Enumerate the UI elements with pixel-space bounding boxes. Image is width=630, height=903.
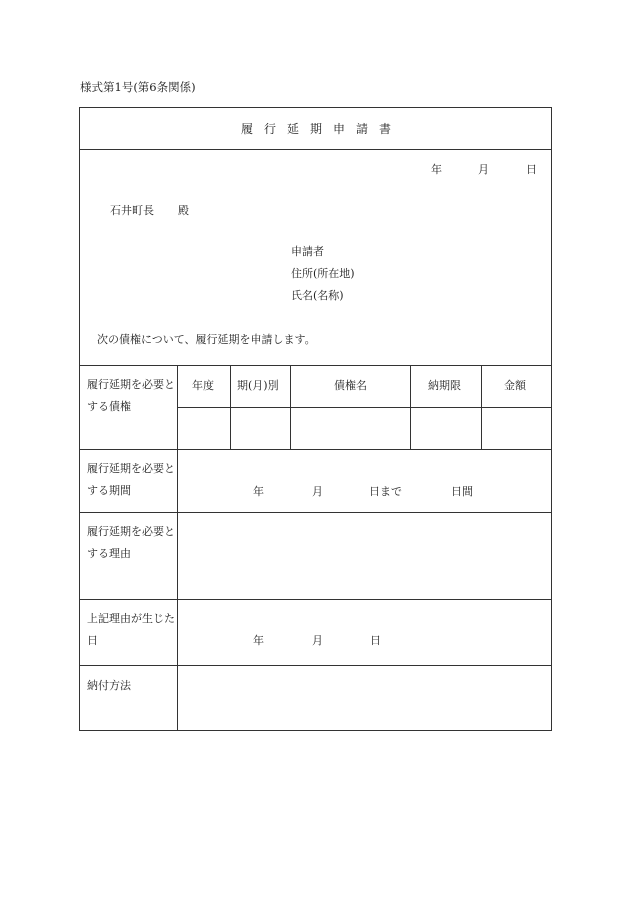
reason-field[interactable] (179, 514, 549, 597)
form-number: 様式第1号(第6条関係) (80, 80, 196, 94)
claim-header-divider (177, 407, 551, 408)
occurrence-year[interactable]: 年 (253, 634, 264, 647)
claim-divider (80, 449, 551, 450)
claim-header-fiscal-year: 年度 (192, 379, 214, 392)
occurrence-day[interactable]: 日 (370, 634, 381, 647)
occurrence-section-label: 上記理由が生じた日 (87, 612, 175, 647)
period-section-label: 履行延期を必要とする期間 (87, 462, 175, 497)
date-day[interactable]: 日 (526, 163, 537, 176)
applicant-label: 申請者 (291, 245, 324, 258)
application-statement: 次の債権について、履行延期を申請します。 (97, 333, 316, 346)
form-title: 履行延期申請書 (241, 122, 403, 136)
addressee-honorific: 殿 (178, 204, 189, 217)
claim-name-field[interactable] (292, 409, 409, 447)
period-days[interactable]: 日間 (451, 485, 473, 498)
claim-amount-field[interactable] (483, 409, 550, 447)
applicant-address-field[interactable]: 住所(所在地) (291, 267, 355, 280)
claim-header-due-date: 納期限 (428, 379, 461, 392)
claim-col-divider (230, 365, 231, 449)
period-year[interactable]: 年 (253, 485, 264, 498)
application-form (79, 107, 552, 731)
reason-section-label: 履行延期を必要とする理由 (87, 525, 175, 560)
occurrence-month[interactable]: 月 (312, 634, 323, 647)
applicant-name-field[interactable]: 氏名(名称) (291, 289, 344, 302)
date-month[interactable]: 月 (478, 163, 489, 176)
reason-divider (80, 599, 551, 600)
claim-header-claim-name: 債権名 (334, 379, 367, 392)
period-until[interactable]: 日まで (369, 485, 402, 498)
period-month[interactable]: 月 (312, 485, 323, 498)
occurrence-divider (80, 665, 551, 666)
claim-col-divider (290, 365, 291, 449)
claim-due-date-field[interactable] (412, 409, 480, 447)
claim-header-period: 期(月)別 (237, 379, 279, 392)
claim-header-amount: 金額 (504, 379, 526, 392)
claim-period-field[interactable] (232, 409, 289, 447)
payment-method-field[interactable] (179, 667, 549, 729)
period-divider (80, 512, 551, 513)
addressee-name: 石井町長 (110, 204, 154, 217)
payment-section-label: 納付方法 (87, 679, 131, 692)
claim-section-label: 履行延期を必要とする債権 (87, 378, 175, 413)
claim-col-divider (481, 365, 482, 449)
claim-col-divider (410, 365, 411, 449)
title-divider (80, 149, 551, 150)
date-year[interactable]: 年 (431, 163, 442, 176)
claim-fiscal-year-field[interactable] (179, 409, 229, 447)
